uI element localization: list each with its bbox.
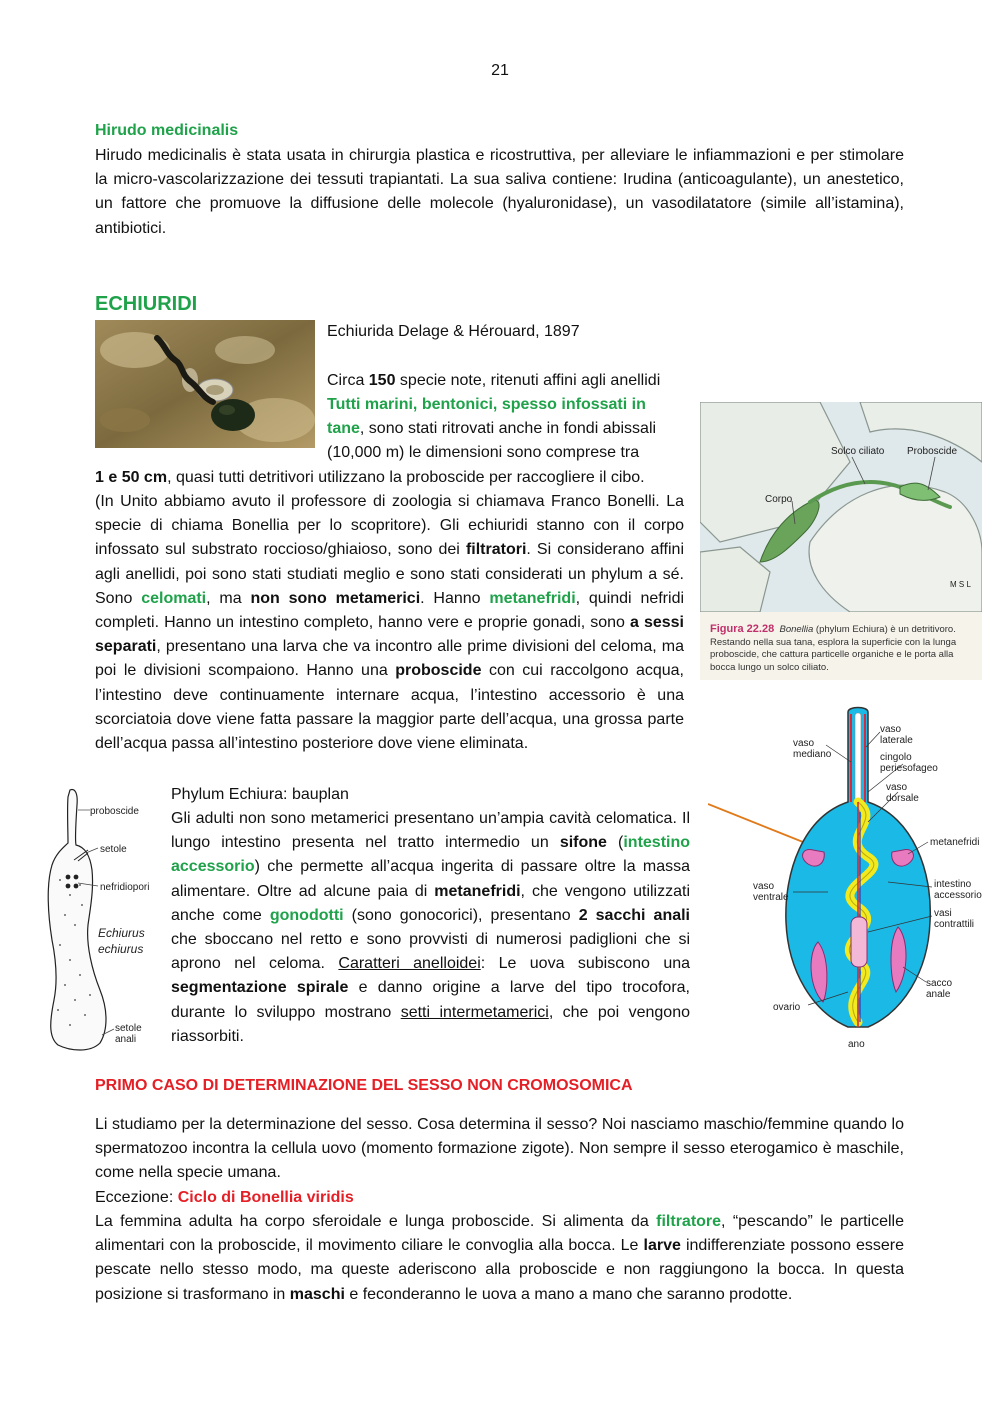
bauplan-label-cingolo-1: cingolo bbox=[880, 752, 912, 763]
bonellia-signature: M S L bbox=[950, 580, 971, 589]
echiurus-label-setole: setole bbox=[100, 844, 127, 855]
bauplan-label-vaso-mediano-2: mediano bbox=[793, 749, 832, 760]
bauplan-label-intestino-2: accessorio bbox=[934, 890, 982, 901]
echiuridi-intro-dimensions: 1 e 50 cm, quasi tutti detritivori utilizzano la proboscide per raccogliere il cibo. bbox=[95, 469, 645, 486]
echiurus-label-nefridiopori: nefridiopori bbox=[100, 882, 150, 893]
echiuridi-intro-top: Circa 150 specie note, ritenuti affini agli anellidi bbox=[327, 372, 661, 389]
bonellia-photo-image bbox=[95, 320, 315, 448]
bauplan-label-vaso-ventrale-2: ventrale bbox=[753, 892, 789, 903]
bauplan-label-vasi-2: contrattili bbox=[934, 919, 975, 930]
bonellia-photo bbox=[95, 320, 315, 448]
bauplan-label-cingolo-2: periesofageo bbox=[880, 763, 938, 774]
echiurus-illustration bbox=[30, 785, 165, 1055]
bauplan-label-sacco-2: anale bbox=[926, 989, 951, 1000]
echiuridi-title: ECHIURIDI bbox=[95, 293, 198, 315]
echiuridi-intro-green: Tutti marini, bentonici, spesso infossati in tane, sono stati ritrovati anche in fondi abissali (10,000 m) le dimensioni sono comprese tra bbox=[327, 396, 657, 462]
sex-paragraph-1: Li studiamo per la determinazione del sesso. Cosa determina il sesso? Noi nasciamo maschio/femmine quando lo spermatozoo incontra la cellula uovo (momento formazione zigote). Non sempre il sesso eterogamico è maschile, come nella specie umana. bbox=[95, 1116, 904, 1182]
bauplan-label-vaso-laterale-2: laterale bbox=[880, 735, 913, 746]
echiuridi-body: (In Unito abbiamo avuto il professore di zoologia si chiamava Franco Bonelli. La specie di chiama Bonellia per lo scopritore). Gli echiuridi stanno con il corpo infossato sul substrato roccioso/ghiaioso, sono dei filtratori. Si considerano affini agli anellidi, poi sono stati studiati meglio e sono stati considerati un phylum a sé. Sono celomati, ma non sono metamerici. Hanno metanefridi, quindi nefridi completi. Hanno un intestino completo, hanno vere e proprie gonadi, sono a sessi separati, presentano una larva che va incontro alle prime divisioni del celoma, ma poi le divisioni scompaiono. Hanno una proboscide con cui raccolgono acqua, l’intestino deve continuamente internare acqua, l’intestino accessorio è una scorciatoia dove viene fatta passare la maggior parte dell’acqua, una grossa parte dell’acqua passa all’intestino posteriore dove viene eliminata. bbox=[95, 493, 685, 753]
bauplan-label-vaso-dorsale-1: vaso bbox=[886, 782, 908, 793]
echiuridi-authority: Echiurida Delage & Hérouard, 1897 bbox=[327, 323, 580, 340]
bauplan-label-vaso-laterale-1: vaso bbox=[880, 724, 902, 735]
echiurus-species-epithet: echiurus bbox=[98, 942, 144, 956]
hirudo-paragraph: Hirudo medicinalis è stata usata in chirurgia plastica e ricostruttiva, per alleviare le infiammazioni e per stimolare la micro-vascolarizzazione dei tessuti trapiantati. La sua saliva contiene: Irudina (anticoagulante), un anestetico, un fattore che promuove la diffusione delle molecole (hyaluronidase), un vasodilatatore (simile all’istamina), antibiotici. bbox=[95, 147, 904, 237]
bauplan-title: Phylum Echiura: bauplan bbox=[171, 786, 349, 803]
echiurus-label-proboscide: proboscide bbox=[90, 806, 139, 817]
bauplan-illustration bbox=[708, 702, 993, 1052]
bonellia-caption: Figura 22.28 Bonellia (phylum Echiura) è un detritivoro. Restando nella sua tana, esplora la superficie con la lunga proboscide, che cattura particelle organiche e le porta alla bocca lungo un solco ciliato. bbox=[710, 623, 957, 673]
echiurus-label-setole-anali-1: setole bbox=[115, 1023, 142, 1034]
echiurus-species-genus: Echiurus bbox=[98, 926, 145, 940]
bonellia-label-corpo: Corpo bbox=[765, 494, 793, 505]
hirudo-title: Hirudo medicinalis bbox=[95, 122, 239, 139]
bonellia-label-solco: Solco ciliato bbox=[831, 446, 885, 457]
bauplan-label-ano: ano bbox=[848, 1039, 865, 1050]
bauplan-label-sacco-1: sacco bbox=[926, 978, 953, 989]
echiurus-label-setole-anali-2: anali bbox=[115, 1034, 137, 1045]
bauplan-label-vaso-dorsale-2: dorsale bbox=[886, 793, 919, 804]
bauplan-label-intestino-1: intestino bbox=[934, 879, 972, 890]
bauplan-diagram bbox=[708, 702, 993, 1052]
sex-exception: Eccezione: Ciclo di Bonellia viridis bbox=[95, 1189, 354, 1206]
bauplan-paragraph: Gli adulti non sono metamerici presentano un’ampia cavità celomatica. Il lungo intestino presenta nel tratto intermedio un sifone (intestino accessorio) che permette all’acqua ingerita di passare oltre la massa alimentare. Oltre ad alcune paia di metanefridi, che vengono utilizzati anche come gonodotti (sono gonocorici), presentano 2 sacchi anali che sboccano nel retto e sono provvisti di numerosi padiglioni che si aprono nel celoma. Caratteri anelloidei: Le uova subiscono una segmentazione spirale e danno origine a larve del tipo trocofora, durante lo sviluppo mostrano setti intermetamerici, che poi vengono riassorbiti. bbox=[171, 810, 691, 1045]
bauplan-label-vasi-1: vasi bbox=[934, 908, 952, 919]
bonellia-illustration bbox=[700, 402, 982, 612]
bonellia-figure bbox=[700, 402, 982, 680]
bauplan-label-ovario: ovario bbox=[773, 1002, 801, 1013]
bauplan-label-metanefridi: metanefridi bbox=[930, 837, 980, 848]
sex-paragraph-2: La femmina adulta ha corpo sferoidale e lunga proboscide. Si alimenta da filtratore, “pescando” le particelle alimentari con la proboscide, il movimento ciliare le convoglia alla bocca. Le larve indifferenziate possono essere pescate nello stesso modo, ma queste aderiscono alla proboscide e non raggiungono la bocca. In questa posizione si trasformano in maschi e feconderanno le uova a mano a mano che saranno prodotte. bbox=[95, 1213, 905, 1303]
echiurus-figure bbox=[30, 785, 165, 1055]
page-number: 21 bbox=[491, 62, 509, 79]
sex-section-title: PRIMO CASO DI DETERMINAZIONE DEL SESSO NON CROMOSOMICA bbox=[95, 1077, 633, 1094]
bauplan-label-vaso-ventrale-1: vaso bbox=[753, 881, 775, 892]
bonellia-label-proboscide: Proboscide bbox=[907, 446, 958, 457]
bauplan-label-vaso-mediano-1: vaso bbox=[793, 738, 815, 749]
